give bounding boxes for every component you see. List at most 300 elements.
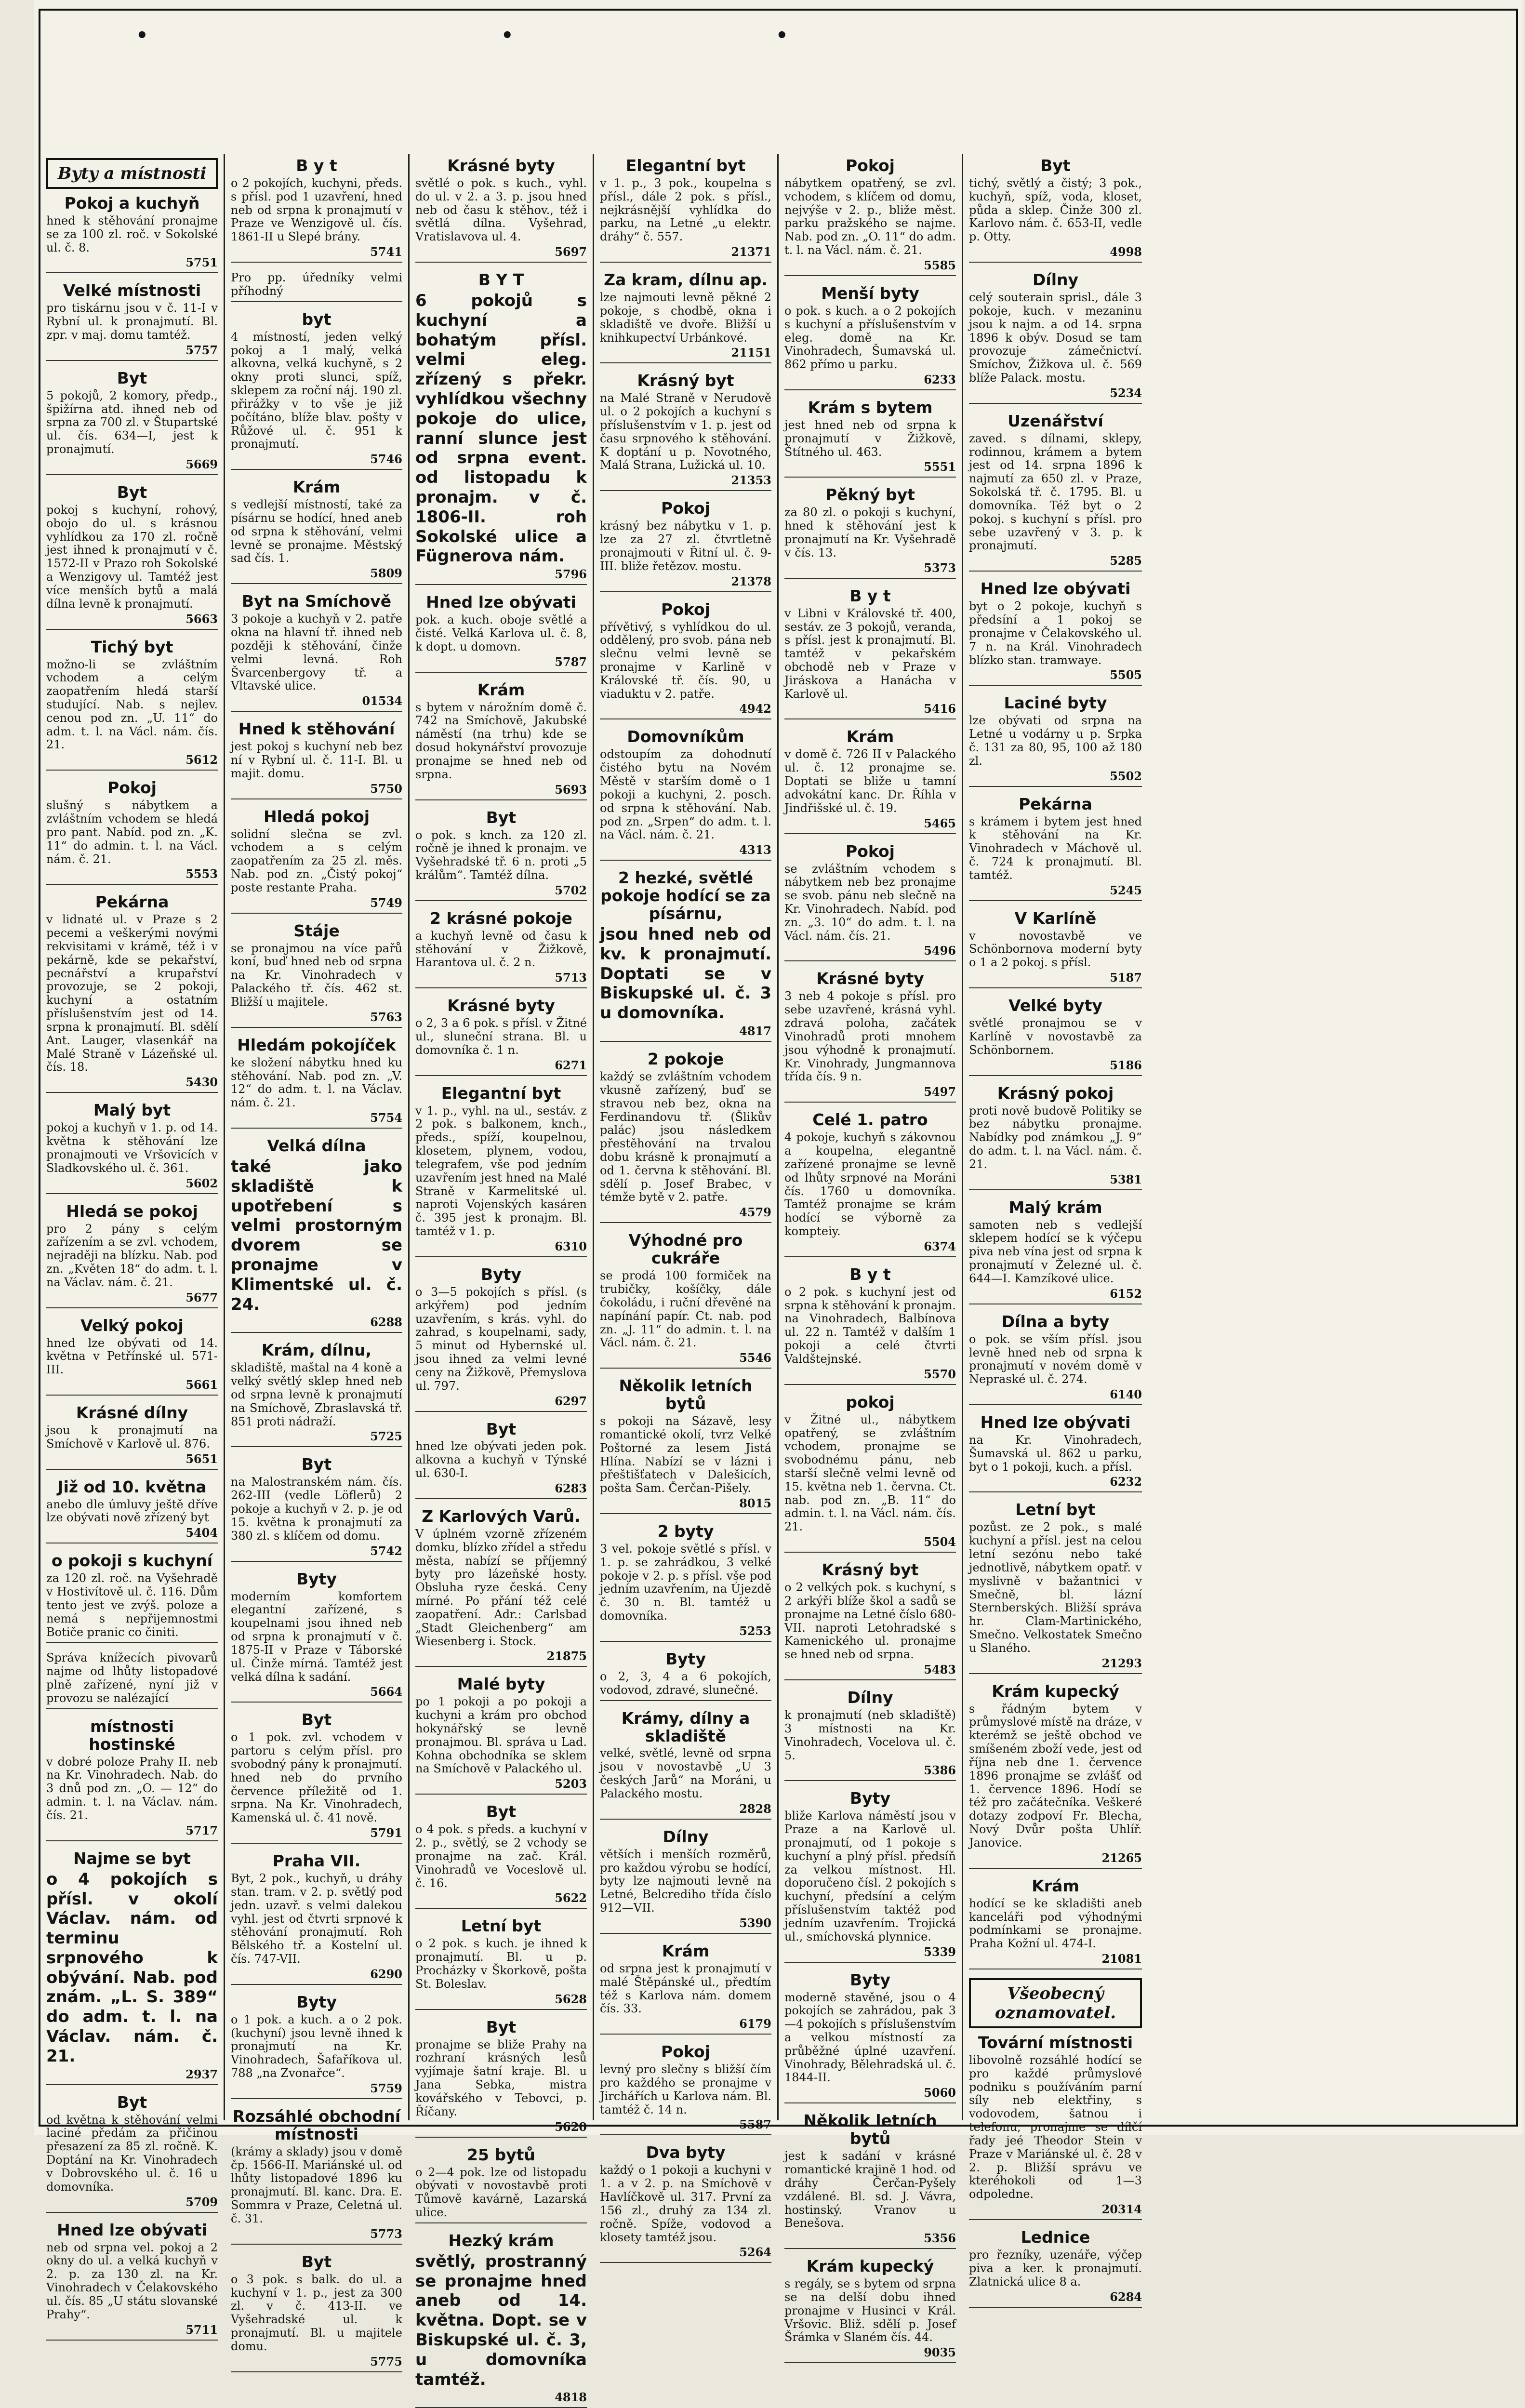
ad-divider: [46, 2340, 218, 2341]
ad-code: 5620: [555, 2119, 587, 2134]
ad-divider: [231, 262, 402, 263]
ad-body: světlé o pok. s kuch., vyhl. do ul. v 2. a 3. p. jsou hned neb od času k stěhov., též i světlá dílna. Vyšehrad, Vratislavova ul. 4.: [415, 176, 587, 244]
ad-body: o 2—4 pok. lze od listopadu obývati v novostavbě proti Tůmově kavárně, Lazarská ulice.: [415, 2165, 587, 2219]
ad-body: za 120 zl. roč. na Vyšehradě v Hostivítově ul. č. 116. Dům tento jest ve zvýš. poloze a nemá s nepřijemnostmi Botiče pranic co činiti.: [46, 1571, 218, 1639]
ad-divider: [969, 2307, 1142, 2308]
classified-ad: [784, 1266, 956, 1385]
classified-ad: [415, 1085, 587, 1257]
column-4: [594, 154, 779, 2260]
ad-divider: [415, 262, 587, 263]
ad-title: Byt: [301, 2252, 332, 2271]
ad-code: 5711: [186, 2322, 218, 2337]
ad-title: Tovární místnosti: [978, 2033, 1133, 2052]
ad-body: hodící se ke skladišti aneb kanceláři pod výhodnými podmínkami se pronajme. Praha Kožní ul. 474-I.: [969, 1896, 1142, 1951]
ad-code: 4998: [1110, 245, 1142, 259]
ad-title: Pokoj: [661, 2042, 710, 2062]
ad-title: Pokoj: [661, 599, 710, 619]
classified-ad: [46, 370, 218, 475]
ad-body: krásný bez nábytku v 1. p. lze za 27 zl. čtvrtletně pronajmouti v Řitní ul. č. 9-III. bliže řetězov. mostu.: [600, 519, 771, 573]
classified-ad: [46, 1850, 218, 2085]
ad-code: 5664: [370, 1685, 402, 1699]
ad-divider: [969, 262, 1142, 263]
ad-body: libovolně rozsáhlé hodící se pro každé průmyslové podniku s používáním parní síly neb elektřiny, s vodovodem, šatnou i telefonu, pronajme se dílčí řady jeé Theodor Stein v Praze v Mariánské ul. č. 28 v 2. p. Bližší správu ve kteréhokoli od 1—3 odpoledne.: [969, 2053, 1142, 2201]
classified-ad: [231, 271, 402, 302]
classified-ad: [600, 1377, 771, 1514]
ad-body: s řádným bytem v průmyslové místě na dráze, v kterémž se ještě obchod ve smíšeném zboží vede, jest od října neb dne 1. července 1896 pronajme se zvlášť od 1. července 1896. Hodí se též pro začátečníka. Veškeré dotazy zodpoví Fr. Blecha, Nový Dvůr pošta Uhlíř. Janovice.: [969, 1702, 1142, 1849]
ad-body: 4 pokoje, kuchyň s zákovnou a koupelna, elegantně zařízené pronajme se levně od lhůty srpnové na Moráni čís. 1760 u domovníka. Tamtéž pronajme se krám hodící se výborně za kompteiy.: [784, 1131, 956, 1238]
ad-divider: [46, 1708, 218, 1709]
ad-title: Velký pokoj: [80, 1316, 184, 1335]
ad-title: Letní byt: [1015, 1500, 1096, 1519]
ad-title: Dílny: [847, 1688, 893, 1707]
classified-ad: [969, 910, 1142, 988]
ad-divider: [784, 1256, 956, 1257]
ad-divider: [969, 786, 1142, 787]
classified-ad: [600, 500, 771, 592]
ad-title: 25 bytů: [467, 2145, 535, 2164]
ad-divider: [784, 2102, 956, 2103]
ad-title: Hledá pokoj: [263, 807, 370, 826]
ad-divider: [600, 2034, 771, 2035]
ad-divider: [784, 1962, 956, 1963]
ad-code: 6140: [1110, 1387, 1142, 1402]
classified-ad: [46, 1404, 218, 1470]
ad-code: 5749: [370, 895, 402, 910]
ad-divider: [969, 1673, 1142, 1674]
ad-divider: [600, 591, 771, 592]
classified-ad: [415, 2232, 587, 2408]
ad-body: pozůst. ze 2 pok., s malé kuchyní a přísl. jest na celou letní sezónu nebo také jednotlivě, nábytkem opatř. v myslivně v bažantnici v Smečně, bl. lázní Sternberských. Bližší správa hr. Clam-Martinického, Smečno. Velkostatek Smečno u Slaného.: [969, 1520, 1142, 1655]
ad-code: 5663: [186, 612, 218, 626]
ad-divider: [231, 798, 402, 799]
ad-divider: [46, 770, 218, 771]
ad-title: Byt na Smíchově: [241, 592, 392, 611]
classified-ad: [46, 282, 218, 360]
classified-ad: [46, 2222, 218, 2341]
classified-ad: [231, 1994, 402, 2099]
ad-title: Pěkný byt: [825, 485, 915, 505]
ad-body: pokoj a kuchyň v 1. p. od 14. května k stěhování lze pronajmouti ve Vršovicích v Sladkovského ul. č. 361.: [46, 1121, 218, 1175]
ad-body: větších i menších rozměrů, pro každou výrobu se hodící, byty lze najmouti levně na Letné, Belcrediho třída číslo 912—VII.: [600, 1847, 771, 1915]
ad-title: Dílna a byty: [1001, 1312, 1110, 1331]
classified-ad: [600, 1828, 771, 1934]
ad-divider: [600, 1700, 771, 1701]
ad-body: nábytkem opatřený, se zvl. vchodem, s klíčem od domu, nejvýše v 2. p., bliže měst. parku pražského se najme. Nab. pod zn. „O. 11“ do adm. t. l. na Václ. nám. č. 21.: [784, 176, 956, 257]
ad-divider: [415, 584, 587, 585]
ad-body: pro 2 pány s celým zařízením a se zvl. vchodem, nejraději na blízku. Nab. pod zn. „Květen 18“ do adm. t. l. na Václav. nám. č. 21.: [46, 1222, 218, 1289]
ad-code: 21151: [731, 346, 771, 360]
ad-code: 6233: [924, 373, 956, 387]
column-6: [963, 154, 1148, 2304]
ad-divider: [231, 1561, 402, 1562]
ad-code: 2828: [739, 1801, 771, 1816]
ad-title: 2 pokoje: [647, 1050, 724, 1069]
ad-code: 5186: [1110, 1058, 1142, 1072]
ad-title: B y t: [296, 156, 337, 175]
ad-code: 5264: [739, 2245, 771, 2260]
ad-divider: [46, 1092, 218, 1093]
ad-body: s pokoji na Sázavě, lesy romantické okolí, tvrz Velké Poštorné za lesem Jistá Hlína. Nabízí se v lázni i přeštišťatech v Dalešicích, pošta Sam. Čerčan-Pišely.: [600, 1414, 771, 1495]
ad-divider: [415, 1794, 587, 1795]
ad-title: Dílny: [663, 1827, 709, 1846]
ad-title: Pokoj: [846, 841, 895, 861]
ad-title: Elegantní byt: [441, 1083, 561, 1103]
ad-divider: [784, 1552, 956, 1553]
ad-body: jsou hned neb od kv. k pronajmutí. Doptati se v Biskupské ul. č. 3 u domovníka.: [600, 925, 771, 1023]
ad-title: Krám: [846, 727, 894, 746]
classified-ad: [231, 157, 402, 263]
ad-title: byt: [302, 309, 332, 329]
ad-body: v 1. p., vyhl. na ul., sestáv. z 2 pok. s balkonem, knch., předs., spíží, koupelnou, klosetem, plynem, vodou, telegrafem, vše pod jedním uzavřením jest hned na Malé Straně v Karmelitské ul. naproti Vojenských kasáren č. 395 jest k pronajm. Bl. tamtéž v 1. p.: [415, 1104, 587, 1238]
ad-body: Pro pp. úředníky velmi příhodný: [231, 271, 402, 298]
classified-ad: [784, 157, 956, 276]
classified-ad: [600, 728, 771, 861]
classified-ad: [969, 157, 1142, 263]
ad-divider: [969, 403, 1142, 404]
ad-body: o 2 pok. s kuchyní jest od srpna k stěhování k pronajm. na Vinohradech, Balbínova ul. 22 n. Tamtéž v dalším 1 pokoji a celé čtvrti Valdštejnské.: [784, 1285, 956, 1366]
ad-code: 5791: [370, 1826, 402, 1840]
classified-ad: [969, 2034, 1142, 2220]
ad-code: 5741: [370, 245, 402, 259]
classified-ad: [969, 1877, 1142, 1969]
ad-code: 5754: [370, 1111, 402, 1125]
ad-body: v 1. p., 3 pok., koupelna s přísl., dále 2 pok. s přísl., nejkrásnější vyhlídka do parku, na Letné „u elektr. dráhy“ č. 557.: [600, 176, 771, 244]
ad-body: odstoupím za dohodnutí čistého bytu na Novém Městě v starším domě o 1 pokoji a kuchyni, 2. posch. od srpna k stěhování. Nab. pod zn. „Srpen“ do adm. t. l. na Václ. nám. č. 21.: [600, 747, 771, 842]
ad-body: byt o 2 pokoje, kuchyň s předsíní a 1 pokoj se pronajme v Čelakovského ul. 7 n. na Král. Vinohradech blízko stan. tramwaye.: [969, 599, 1142, 667]
classified-ad: [969, 2229, 1142, 2307]
ad-body: celý souterain sprisl., dále 3 pokoje, kuch. v mezaninu jsou k najm. a od 14. srpna 1896 k obýv. Dosud se tam provozuje zámečnictví. Smíchov, Žižkova ul. č. 569 blíže Palack. mostu.: [969, 291, 1142, 385]
ad-title: Krám: [1032, 1876, 1079, 1895]
ad-body: po 1 pokoji a po pokoji a kuchyni a krám pro obchod hokynářský se levně pronajmou. Bl. správa u Lad. Kohna obchodníka se sklem na Smíchově v Palackého ul.: [415, 1695, 587, 1776]
ad-body: o 2 pokojích, kuchyni, předs. s přísl. pod 1 uzavření, hned neb od srpna k pronajmutí v Praze ve Wenzigově ul. čís. 1861-II u Slepé brány.: [231, 176, 402, 244]
ad-title: Krásné byty: [447, 156, 555, 175]
classified-ad: [969, 1683, 1142, 1869]
column-1: [40, 154, 225, 2337]
classified-ad: [231, 593, 402, 712]
ad-body: tichý, světlý a čistý; 3 pok., kuchyň, spíž, voda, kloset, půda a sklep. Činže 300 zl. Karlovo nám. č. 653-II, vedle p. Otty.: [969, 176, 1142, 244]
ad-code: 5483: [924, 1663, 956, 1677]
ad-title: Několik letních bytů: [619, 1376, 753, 1413]
ad-body: o 3—5 pokojích s přísl. (s arkýřem) pod jedním uzavřením, s krás. vyhl. do zahrad, s koupelnami, sady, 5 minut od Hybernské ul. jsou ihned za velmi levné ceny na Žižkově, Přemyslova ul. 797.: [415, 1285, 587, 1393]
ad-title: Velké byty: [1008, 996, 1102, 1015]
classified-ad: [231, 479, 402, 584]
ad-body: zaved. s dílnami, sklepy, rodinnou, krámem a bytem jest od 14. srpna 1896 k najmutí za 650 zl. v Praze, Sokolská tř. č. 1795. Bl. u domovníka. Též byt o 2 pokoj. s kuchyní s přísl. pro sebe uzavřený v 3. p. k pronajmutí.: [969, 431, 1142, 553]
ad-body: v dobré poloze Prahy II. neb na Kr. Vinohradech. Nab. do 3 dnů pod zn. „O. — 12“ do admin. t. l. na Václav. nám. čís. 21.: [46, 1755, 218, 1822]
ad-divider: [784, 275, 956, 276]
ad-divider: [231, 1702, 402, 1703]
ad-title: Byty: [296, 1992, 337, 2011]
ad-code: 2937: [186, 2067, 218, 2081]
ad-title: Malé byty: [457, 1675, 545, 1694]
ad-body: od srpna jest k pronajmutí v malé Štěpánské ul., předtím též s Karlova nám. domem čís. 33.: [600, 1961, 771, 2016]
ad-title: Byt: [117, 2092, 147, 2112]
ad-title: Laciné byty: [1004, 693, 1107, 713]
classified-ad: [784, 285, 956, 390]
ad-divider: [415, 2137, 587, 2138]
ad-title: Krámy, dílny a skladiště: [621, 1708, 750, 1745]
ad-body: jsou k pronajmutí na Smíchově v Karlově ul. 876.: [46, 1424, 218, 1450]
ad-body: samoten neb s vedlejší sklepem hodící se k výčepu piva neb vína jest od srpna k pronajmutí v Železné ul. č. 644—I. Kamzíkové ulice.: [969, 1218, 1142, 1285]
ad-title: Byt: [301, 1455, 332, 1474]
ad-title: Byty: [481, 1264, 521, 1284]
classified-ad: [415, 809, 587, 901]
classified-ad: [415, 681, 587, 800]
classified-ad: [600, 1523, 771, 1642]
ad-code: 6297: [555, 1394, 587, 1408]
classified-ad: [784, 1971, 956, 2104]
ad-body: v novostavbě ve Schönbornova moderní byty o 1 a 2 pokoj. s přísl.: [969, 929, 1142, 970]
ad-divider: [231, 1984, 402, 1985]
ad-body: v Žitné ul., nábytkem opatřený, se zvláštním vchodem, pronajme se svobodnému pánu, neb starší slečně velmi levně od 15. května neb 1. června. Ct. nab. pod zn. „B. 11“ do admin. t. l. na Václ. nám. čís. 21.: [784, 1412, 956, 1534]
ad-code: 5713: [555, 971, 587, 985]
ad-title: Krám s bytem: [808, 398, 933, 417]
ad-title: Stáje: [293, 921, 340, 940]
ad-body: hned k stěhování pronajme se za 100 zl. roč. v Sokolské ul. č. 8.: [46, 213, 218, 254]
classified-ad: [600, 869, 771, 1042]
ad-body: každý se zvláštním vchodem vkusně zařízený, buď se stravou neb bez, okna na Ferdinandovu tř. (Šlikův palác) jsou následkem přestěhování na trvalou dobu krásně k pronajmutí a od 1. června k stěhování. Bl. sdělí p. Josef Brabec, v témže bytě v 2. patře.: [600, 1070, 771, 1204]
ad-divider: [415, 1908, 587, 1909]
ad-title: pokoj: [846, 1392, 895, 1411]
classified-ad: [784, 2258, 956, 2363]
section-header: Byty a místnosti: [46, 158, 218, 189]
ad-code: 5430: [186, 1075, 218, 1090]
classified-ad: [600, 372, 771, 491]
ad-divider: [46, 1307, 218, 1308]
classified-ad: [231, 922, 402, 1028]
ad-code: 5570: [924, 1367, 956, 1381]
ad-code: 5497: [924, 1085, 956, 1099]
ad-body: a kuchyň levně od času k stěhování v Žižkově, Harantova ul. č. 2 n.: [415, 929, 587, 970]
ad-body: (krámy a sklady) jsou v domě čp. 1566-II. Mariánské ul. od lhůty listopadové 1896 ku pronajmutí. Bl. kanc. Dra. E. Sommra v Praze, Celetná ul. č. 31.: [231, 2144, 402, 2225]
ad-divider: [969, 571, 1142, 572]
ad-divider: [46, 629, 218, 630]
ad-body: V úplném vzorně zřízeném domku, blízko zřídel a středu města, nabízí se příjemný byty pro lázeňské hosty. Obsluha ryze česká. Ceny mírné. Po přání též celé zaopatření. Adr.: Carlsbad „Stadt Gleichenberg“ am Wiesenberg i. Stock.: [415, 1527, 587, 1648]
ad-title: Krám, dílnu,: [261, 1341, 372, 1360]
ad-divider: [784, 1679, 956, 1680]
ad-divider: [600, 1933, 771, 1934]
classified-ad: [46, 639, 218, 771]
ad-body: o 4 pokojích s přísl. v okolí Václav. nám. od terminu srpnového k obývání. Nab. pod znám. „L. S. 389“ do adm. t. l. na Václav. nám. č. 21.: [46, 1869, 218, 2066]
ad-body: s vedlejší místností, také za písárnu se hodící, hned aneb od srpna k stěhování, velmi levně se pronajme. Městský sad čís. 1.: [231, 498, 402, 565]
ad-divider: [231, 2371, 402, 2372]
ad-code: 5060: [924, 2086, 956, 2100]
ad-title: Byty: [850, 1970, 890, 1989]
ad-body: se pronajmou na více pařů koní, buď hned neb od srpna na Kr. Vinohradech v Palackého tř. čís. 462 st. Bližší u majitele.: [231, 941, 402, 1009]
ad-code: 5585: [924, 258, 956, 272]
ad-body: v lidnaté ul. v Praze s 2 pecemi a veškerými novými rekvisitami v krámě, též i v pekárně, kde se pekařství, pecnářství a krupařství provozuje, se 2 pokoji, kuchyní a ostatním příslušenstvím jest od 14. srpna k pronajmutí. Bl. sdělí Ant. Lauger, vlasenkář na Malé Straně v Lázeňské ul. čís. 18.: [46, 913, 218, 1074]
classified-ad: [784, 399, 956, 478]
ad-body: Byt, 2 pok., kuchyň, u dráhy stan. tram. v 2. p. světlý pod jedn. uzavř. s velmi dalekou vyhl. jest od čtvrti srpnové k stěhování pronajmutí. Roh Bělského tř. a Kostelní ul. čís. 747-VII.: [231, 1872, 402, 1966]
ad-divider: [231, 2244, 402, 2245]
ad-code: 5746: [370, 452, 402, 466]
ad-code: 5763: [370, 1010, 402, 1024]
ad-title: Byt: [486, 2017, 517, 2036]
classified-ad: [969, 1501, 1142, 1674]
ad-body: neb od srpna vel. pokoj a 2 okny do ul. a velká kuchyň v 2. p. za 130 zl. na Kr. Vinohradech v Čelakovského ul. čís. 85 „U státu slovanské Prahy“.: [46, 2240, 218, 2321]
ad-body: pronajme se bliže Prahy na rozhraní krásných lesů vyjímaje šatní kraje. Bl. u Jana Sebka, mistra kovářského v Tebovci, p. Říčany.: [415, 2037, 587, 2118]
ad-divider: [784, 1384, 956, 1385]
ad-divider: [600, 362, 771, 363]
newspaper-page: [34, 0, 1523, 2405]
ad-divider: [231, 1843, 402, 1844]
ad-title: Krám kupecký: [992, 1681, 1119, 1701]
ad-code: 5373: [924, 560, 956, 575]
ad-divider: [231, 583, 402, 584]
ad-divider: [600, 860, 771, 861]
ad-divider: [415, 1498, 587, 1499]
ad-title: Za kram, dílnu ap.: [604, 270, 768, 290]
ad-divider: [784, 833, 956, 834]
ad-body: slušný s nábytkem a zvláštním vchodem se hledá pro pant. Nabíd. pod zn. „K. 11“ do admin. t. l. na Václ. nám. č. 21.: [46, 798, 218, 866]
classified-ad: [784, 1790, 956, 1962]
ad-code: 5356: [924, 2231, 956, 2246]
ad-code: 4817: [739, 1024, 771, 1038]
ad-code: 5245: [1110, 883, 1142, 897]
ad-title: Výhodné pro cukráře: [628, 1231, 743, 1268]
banner-label: Všeobecný oznamovatel.: [969, 1978, 1142, 2028]
classified-ad: [46, 1317, 218, 1396]
classified-ad: [415, 1676, 587, 1795]
ad-body: jest hned neb od srpna k pronajmutí v Žižkově, Štítného ul. 463.: [784, 418, 956, 459]
ad-code: 5677: [186, 1290, 218, 1304]
ad-divider: [415, 1411, 587, 1412]
ad-code: 5750: [370, 781, 402, 796]
ad-divider: [600, 718, 771, 719]
ad-divider: [231, 469, 402, 470]
classified-ad: [415, 2146, 587, 2223]
column-2: [225, 154, 410, 2368]
ad-code: 5717: [186, 1823, 218, 1837]
ad-code: 5253: [739, 1623, 771, 1638]
ad-title: Krásné byty: [816, 969, 924, 988]
ad-divider: [600, 1368, 771, 1369]
ad-code: 5775: [370, 2354, 402, 2368]
ad-code: 5751: [186, 255, 218, 270]
ad-body: s bytem v nárožním domě č. 742 na Smíchově, Jakubské náměstí (na trhu) kde se dosud hokynářství provozuje pronajme se hned neb od srpna.: [415, 700, 587, 781]
classified-ad: [46, 1552, 218, 1643]
ad-title: B Y T: [478, 270, 524, 290]
classified-ad: [969, 412, 1142, 572]
ad-body: Správa knížecích pivovarů najme od lhůty listopadové plně zařízené, nyní již v provozu se nalézající: [46, 1651, 218, 1705]
ad-code: 5587: [739, 2117, 771, 2132]
ad-divider: [415, 2222, 587, 2223]
classified-ad: [969, 271, 1142, 404]
classified-ad: [415, 1421, 587, 1499]
ad-divider: [969, 2219, 1142, 2220]
ad-divider: [46, 2084, 218, 2085]
classified-ad: [969, 1199, 1142, 1304]
ad-code: 6290: [370, 1967, 402, 1981]
classified-columns: [40, 154, 1516, 2405]
ad-body: o 1 pok. zvl. vchodem v partoru s celým přísl. pro svobodný pány k pronajmutí. hned neb do prvního července příležitě od 1. srpna. Na Kr. Vinohradech, Kamenská ul. č. 41 nově.: [231, 1730, 402, 1825]
ad-title: Rozsáhlé obchodní místnosti: [232, 2106, 401, 2143]
ad-body: pro řezníky, uzenáře, výčep piva a ker. k pronajmutí. Zlatnická ulice 8 a.: [969, 2248, 1142, 2288]
ad-divider: [415, 672, 587, 673]
ad-title: Byty: [665, 1649, 706, 1668]
ad-body: se zvláštním vchodem s nábytkem neb bez pronajme se svob. pánu neb slečně na Kr. Vinohradech. Nabíd. pod zn. „3. 10“ do adm. t. l. na Václ. nám. čís. 21.: [784, 862, 956, 943]
ad-title: Uzenářství: [1008, 411, 1103, 430]
page-mark: •: [776, 24, 788, 47]
ad-code: 5809: [370, 566, 402, 581]
ad-body: solidní slečna se zvl. vchodem a s celým zaopatřením za 25 zl. měs. Nab. pod zn. „Čistý pokoj“ poste restante Praha.: [231, 827, 402, 894]
ad-divider: [231, 1128, 402, 1129]
ad-divider: [600, 1041, 771, 1042]
ad-body: na Malostranském nám. čís. 262-III (vedle Löflerů) 2 pokoje a kuchyň v 2. p. je od 15. května k pronajmutí za 380 zl. s klíčem od domu.: [231, 1475, 402, 1543]
classified-ad: [231, 808, 402, 914]
ad-title: Již od 10. května: [57, 1477, 207, 1496]
ad-title: 2 hezké, světlé pokoje hodící se za písárnu,: [600, 868, 771, 923]
ad-code: 5553: [186, 867, 218, 881]
classified-ad: [46, 2094, 218, 2213]
ad-title: Tichý byt: [91, 637, 173, 656]
classified-ad: [600, 2144, 771, 2263]
ad-divider: [600, 1222, 771, 1223]
ad-divider: [46, 1469, 218, 1470]
ad-body: bliže Karlova náměstí jsou v Praze a na Karlově ul. pronajmutí, od 1 pokoje s kuchyní a plný přísl. předsíň za velkou místnost. Hl. doporučeno čísl. 2 pokojích s kuchyní, předsíní a celým příslušenstvím taktéž pod jedním uzavřením. Trojická ul., smíchovská plynnice.: [784, 1809, 956, 1943]
ad-title: Krásný byt: [637, 371, 734, 390]
ad-title: V Karlíně: [1014, 908, 1097, 928]
ad-code: 6283: [555, 1481, 587, 1495]
ad-divider: [600, 1641, 771, 1642]
classified-ad: [969, 694, 1142, 786]
ad-body: s regály, se s bytem od srpna se na delší dobu ihned pronajme v Husinci v Král. Vršovic. Bliž. sdělí p. Josef Šrámka v Slaném čís. 44.: [784, 2277, 956, 2344]
ad-title: Byt: [117, 368, 147, 387]
ad-title: Z Karlových Varů.: [422, 1506, 581, 1526]
ad-divider: [784, 2362, 956, 2363]
ad-divider: [415, 987, 587, 988]
classified-ad: [969, 1085, 1142, 1190]
ad-divider: [231, 711, 402, 712]
ad-title: Několik letních bytů: [803, 2111, 937, 2148]
ad-title: Hezký krám: [448, 2231, 554, 2250]
classified-ad: [415, 1803, 587, 1909]
classified-ad: [784, 843, 956, 962]
ad-code: 01534: [362, 694, 402, 708]
ad-body: o 3 pok. s balk. do ul. a kuchyní v 1. p., jest za 300 zl. v č. 413-II. ve Vyšehradské ul. k pronajmutí. Bl. u majitele domu.: [231, 2272, 402, 2353]
ad-title: Domovníkům: [627, 727, 744, 746]
classified-ad: [969, 1313, 1142, 1405]
ad-body: každý o 1 pokoji a kuchyni v 1. a v 2. p. na Smíchově v Havlíčkově ul. 317. První za 156 zl., druhý za 134 zl. ročně. Spíže, vodovod a klosety tamtéž jsou.: [600, 2163, 771, 2244]
ad-title: Celé 1. patro: [812, 1110, 928, 1130]
ad-body: možno-li se zvláštním vchodem a celým zaopatřením hledá starší studující. Nab. s nejlev. cenou pod zn. „U. 11“ do adm. t. l. na Václ. nám. čís. 21.: [46, 657, 218, 752]
classified-ad: [231, 2253, 402, 2372]
ad-body: přívětivý, s vyhlídkou do ul. oddělený, pro svob. pána neb slečnu velmi levně se pronajme v Karlině v Královské tř. čís. 90, u viaduktu v 2. patře.: [600, 620, 771, 701]
ad-divider: [600, 2262, 771, 2263]
ad-body: 4 místností, jeden velký pokoj a 1 malý, velká alkovna, velká kuchyně, s 2 okny proti slunci, spíž, sklepem za roční náj. 190 zl. přirážky v to vše je již počítáno, blíže blav. pošty v Růžové ul. č. 951 k pronajmutí.: [231, 330, 402, 451]
classified-ad: [600, 1051, 771, 1223]
classified-ad: [415, 1508, 587, 1667]
ad-body: také jako skladiště k upotřebení s velmi prostorným dvorem se pronajme v Klimentské ul. č. 24.: [231, 1157, 402, 1314]
ad-code: 5465: [924, 816, 956, 830]
ad-divider: [231, 301, 402, 302]
ad-body: velké, světlé, levně od srpna jsou v novostavbě „U 3 českých Jarů“ na Moráni, u Palackého mostu.: [600, 1746, 771, 1800]
ad-divider: [784, 389, 956, 390]
ad-title: o pokoji s kuchyní: [51, 1551, 213, 1570]
ad-code: 6310: [555, 1239, 587, 1253]
ad-body: v Libni v Královské tř. 400, sestáv. ze 3 pokojů, veranda, s přísl. jest k pronajmutí. Bl. tamtéž v pekařském obchodě neb v Praze v Jiráskova a Hanácha v Karlově ul.: [784, 606, 956, 701]
ad-code: 5339: [924, 1944, 956, 1959]
ad-body: o 4 pok. s předs. a kuchyní v 2. p., světlý, se 2 vchody se pronajme na zač. Král. Vinohradů ve Voceslově ul. č. 16.: [415, 1823, 587, 1890]
ad-body: světlé pronajmou se v Karlíně v novostavbě za Schönbornem.: [969, 1016, 1142, 1057]
ad-divider: [969, 1868, 1142, 1869]
classified-ad: [415, 2019, 587, 2138]
ad-code: 5651: [186, 1451, 218, 1466]
ad-code: 5697: [555, 245, 587, 259]
ad-code: 5612: [186, 753, 218, 767]
ad-title: Byty: [850, 1789, 890, 1808]
classified-ad: [231, 2108, 402, 2245]
ad-title: Byt: [486, 1419, 517, 1438]
